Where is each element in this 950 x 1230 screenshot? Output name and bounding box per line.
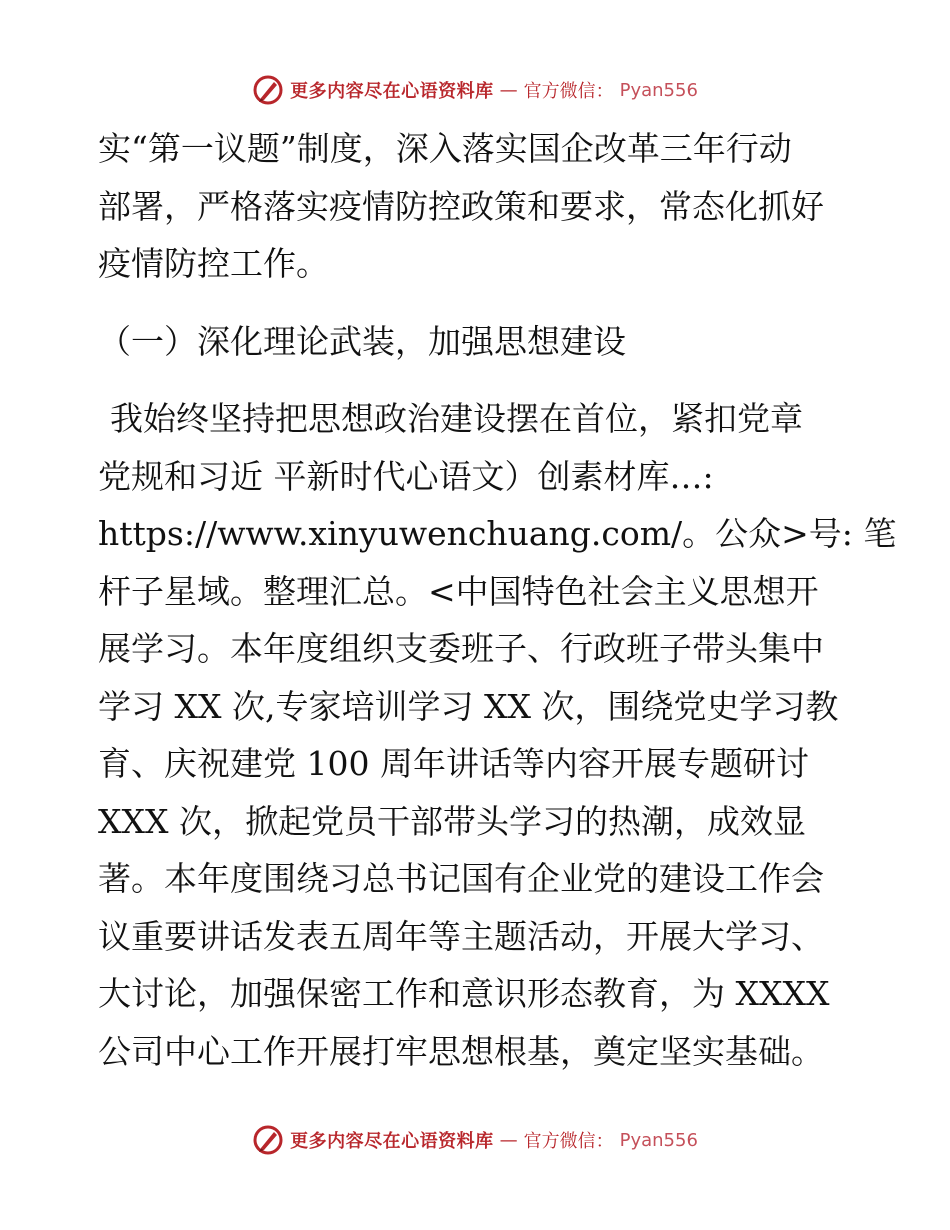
text-line: 党规和习近 平新时代心语文）创素材库…: [98, 456, 714, 496]
paragraph-body [98, 390, 897, 1080]
text-line: 著。本年度围绕习总书记国有企业党的建设工作会 [98, 859, 824, 898]
text-line: 学习 XX 次,专家培训学习 XX 次，围绕党史学习教 [98, 686, 839, 726]
text-line: 部署，严格落实疫情防控政策和要求，常态化抓好 [98, 186, 824, 226]
section-heading: （一）深化理论武装，加强思想建设 [98, 321, 626, 361]
banner-main-text: 更多内容尽在心语资料库 [290, 81, 494, 102]
text-line: https://www.xinyuwenchuang.com/。公众>号: 笔 [98, 514, 897, 553]
banner-sub-text: 官方微信： [523, 1131, 614, 1152]
banner-wechat-id: Pyan556 [619, 79, 698, 101]
quill-pen-logo-icon [252, 1124, 284, 1156]
text-line: 我始终坚持把思想政治建设摆在首位，紧扣党章 [110, 399, 803, 438]
text-line: 大讨论，加强保密工作和意识形态教育，为 XXXX [98, 974, 830, 1013]
banner-separator: — [499, 1129, 518, 1151]
text-line: 公司中心工作开展打牢思想根基，奠定坚实基础。 [98, 1031, 824, 1071]
footer-banner [0, 1120, 950, 1160]
text-line: XXX 次，掀起党员干部带头学习的热潮，成效显 [98, 801, 806, 841]
text-line: 杆子星域。整理汇总。<中国特色社会主义思想开 [98, 571, 819, 611]
text-line: 育、庆祝建党 100 周年讲话等内容开展专题研讨 [98, 744, 809, 783]
text-line: 实“第一议题”制度，深入落实国企改革三年行动 [98, 129, 792, 168]
text-line: 疫情防控工作。 [98, 244, 329, 283]
text-line: 议重要讲话发表五周年等主题活动，开展大学习、 [98, 916, 824, 956]
paragraph-continuation [98, 120, 858, 293]
quill-pen-logo-icon [252, 74, 284, 106]
banner-sub-text: 官方微信： [523, 81, 614, 102]
text-line: 展学习。本年度组织支委班子、行政班子带头集中 [98, 629, 824, 668]
banner-wechat-id: Pyan556 [619, 1129, 698, 1151]
header-banner [0, 70, 950, 110]
document-body [98, 120, 897, 1080]
banner-main-text: 更多内容尽在心语资料库 [290, 1131, 494, 1152]
banner-separator: — [499, 79, 518, 101]
